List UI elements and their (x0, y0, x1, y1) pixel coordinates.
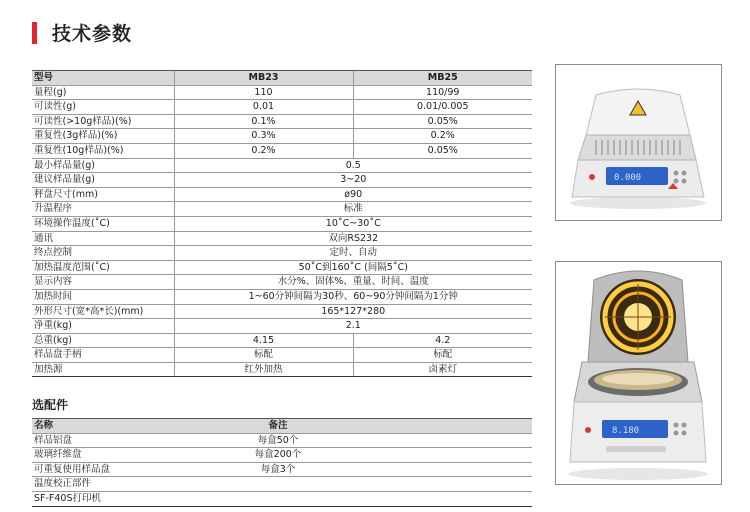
spec-label: 通讯 (32, 231, 174, 246)
table-row (32, 114, 532, 129)
accessory-name: 可重复使用样品盘 (32, 462, 162, 477)
spec-value-a: 0.2% (174, 143, 353, 158)
moisture-analyzer-open-illustration (556, 262, 721, 484)
title-accent-bar (32, 22, 37, 44)
accessory-spacer (394, 433, 532, 448)
table-row (32, 173, 532, 188)
table-row (32, 362, 532, 377)
spec-label: 加热时间 (32, 289, 174, 304)
accessories-title: 选配件 (32, 398, 69, 412)
spec-value-b: 0.05% (353, 114, 532, 129)
accessories-header-name: 名称 (32, 419, 162, 434)
product-photo-closed (555, 64, 722, 221)
spec-value-b: 0.01/0.005 (353, 100, 532, 115)
spec-value: 10˚C~30˚C (174, 216, 532, 231)
spec-header-label: 型号 (32, 71, 174, 86)
spec-value: ø90 (174, 187, 532, 202)
spec-value: 165*127*280 (174, 304, 532, 319)
spec-label: 建议样品量(g) (32, 173, 174, 188)
table-row (32, 448, 532, 463)
table-row (32, 348, 532, 363)
table-row (32, 85, 532, 100)
spec-value-a: 0.01 (174, 100, 353, 115)
display-readout: 0.000 (614, 173, 642, 183)
spec-value-b: 0.05% (353, 143, 532, 158)
spec-value: 1~60分钟间隔为30秒、60~90分钟间隔为1分钟 (174, 289, 532, 304)
accessory-spacer (394, 462, 532, 477)
accessory-note: 每盒50个 (162, 433, 394, 448)
accessories-header-row (32, 419, 532, 434)
table-row (32, 304, 532, 319)
table-row (32, 260, 532, 275)
spec-label: 环境操作温度(˚C) (32, 216, 174, 231)
table-row (32, 202, 532, 217)
spec-value-b: 4.2 (353, 333, 532, 348)
spec-value-a: 110 (174, 85, 353, 100)
table-row (32, 333, 532, 348)
spec-label: 加热源 (32, 362, 174, 377)
spec-label: 样品盘手柄 (32, 348, 174, 363)
spec-label: 重复性(10g样品)(%) (32, 143, 174, 158)
spec-label: 可读性(g) (32, 100, 174, 115)
moisture-analyzer-closed-illustration (556, 65, 721, 220)
table-row (32, 231, 532, 246)
spec-label: 秤盘尺寸(mm) (32, 187, 174, 202)
table-row (32, 491, 532, 506)
accessory-name: 玻璃纤维盘 (32, 448, 162, 463)
table-row (32, 319, 532, 334)
table-row (32, 246, 532, 261)
page-title: 技术参数 (52, 23, 133, 45)
spec-value-a: 4.15 (174, 333, 353, 348)
spec-value: 2.1 (174, 319, 532, 334)
accessory-note: 每盒200个 (162, 448, 394, 463)
accessory-spacer (394, 477, 532, 492)
spec-label: 显示内容 (32, 275, 174, 290)
spec-value: 标准 (174, 202, 532, 217)
spec-value-a: 0.3% (174, 129, 353, 144)
spec-label: 最小样品量(g) (32, 158, 174, 173)
table-row (32, 143, 532, 158)
spec-value-b: 标配 (353, 348, 532, 363)
spec-label: 外形尺寸(宽*高*长)(mm) (32, 304, 174, 319)
spec-label: 加热温度范围(˚C) (32, 260, 174, 275)
table-row (32, 275, 532, 290)
spec-label: 量程(g) (32, 85, 174, 100)
table-row (32, 289, 532, 304)
table-row (32, 433, 532, 448)
accessory-note (162, 491, 394, 506)
display-readout: 8.180 (612, 426, 640, 436)
spec-table (32, 70, 532, 377)
spec-value-a: 0.1% (174, 114, 353, 129)
table-row (32, 129, 532, 144)
accessory-spacer (394, 448, 532, 463)
spec-value-b: 0.2% (353, 129, 532, 144)
accessory-spacer (394, 491, 532, 506)
table-row (32, 477, 532, 492)
accessory-note (162, 477, 394, 492)
accessories-header-note: 备注 (162, 419, 394, 434)
table-row (32, 462, 532, 477)
spec-label: 总重(kg) (32, 333, 174, 348)
spec-value: 定时、自动 (174, 246, 532, 261)
spec-value-b: 110/99 (353, 85, 532, 100)
table-row (32, 216, 532, 231)
accessory-note: 每盒3个 (162, 462, 394, 477)
spec-label: 可读性(>10g样品)(%) (32, 114, 174, 129)
spec-value-b: 卤素灯 (353, 362, 532, 377)
spec-label: 重复性(3g样品)(%) (32, 129, 174, 144)
spec-value-a: 标配 (174, 348, 353, 363)
spec-value: 水分%、固体%、重量、时间、温度 (174, 275, 532, 290)
table-row (32, 187, 532, 202)
accessory-name: 样品铝盘 (32, 433, 162, 448)
accessories-table (32, 418, 532, 507)
spec-value-a: 红外加热 (174, 362, 353, 377)
accessory-name: SF-F40S打印机 (32, 491, 162, 506)
spec-value: 3~20 (174, 173, 532, 188)
spec-label: 净重(kg) (32, 319, 174, 334)
spec-value: 双向RS232 (174, 231, 532, 246)
spec-label: 升温程序 (32, 202, 174, 217)
spec-header-model-a: MB23 (174, 71, 353, 86)
spec-header-model-b: MB25 (353, 71, 532, 86)
spec-value: 50˚C到160˚C (间隔5˚C) (174, 260, 532, 275)
spec-label: 终点控制 (32, 246, 174, 261)
spec-header-row (32, 71, 532, 86)
product-photo-open (555, 261, 722, 485)
accessories-header-spacer (394, 419, 532, 434)
table-row (32, 100, 532, 115)
spec-value: 0.5 (174, 158, 532, 173)
accessory-name: 温度校正部件 (32, 477, 162, 492)
table-row (32, 158, 532, 173)
